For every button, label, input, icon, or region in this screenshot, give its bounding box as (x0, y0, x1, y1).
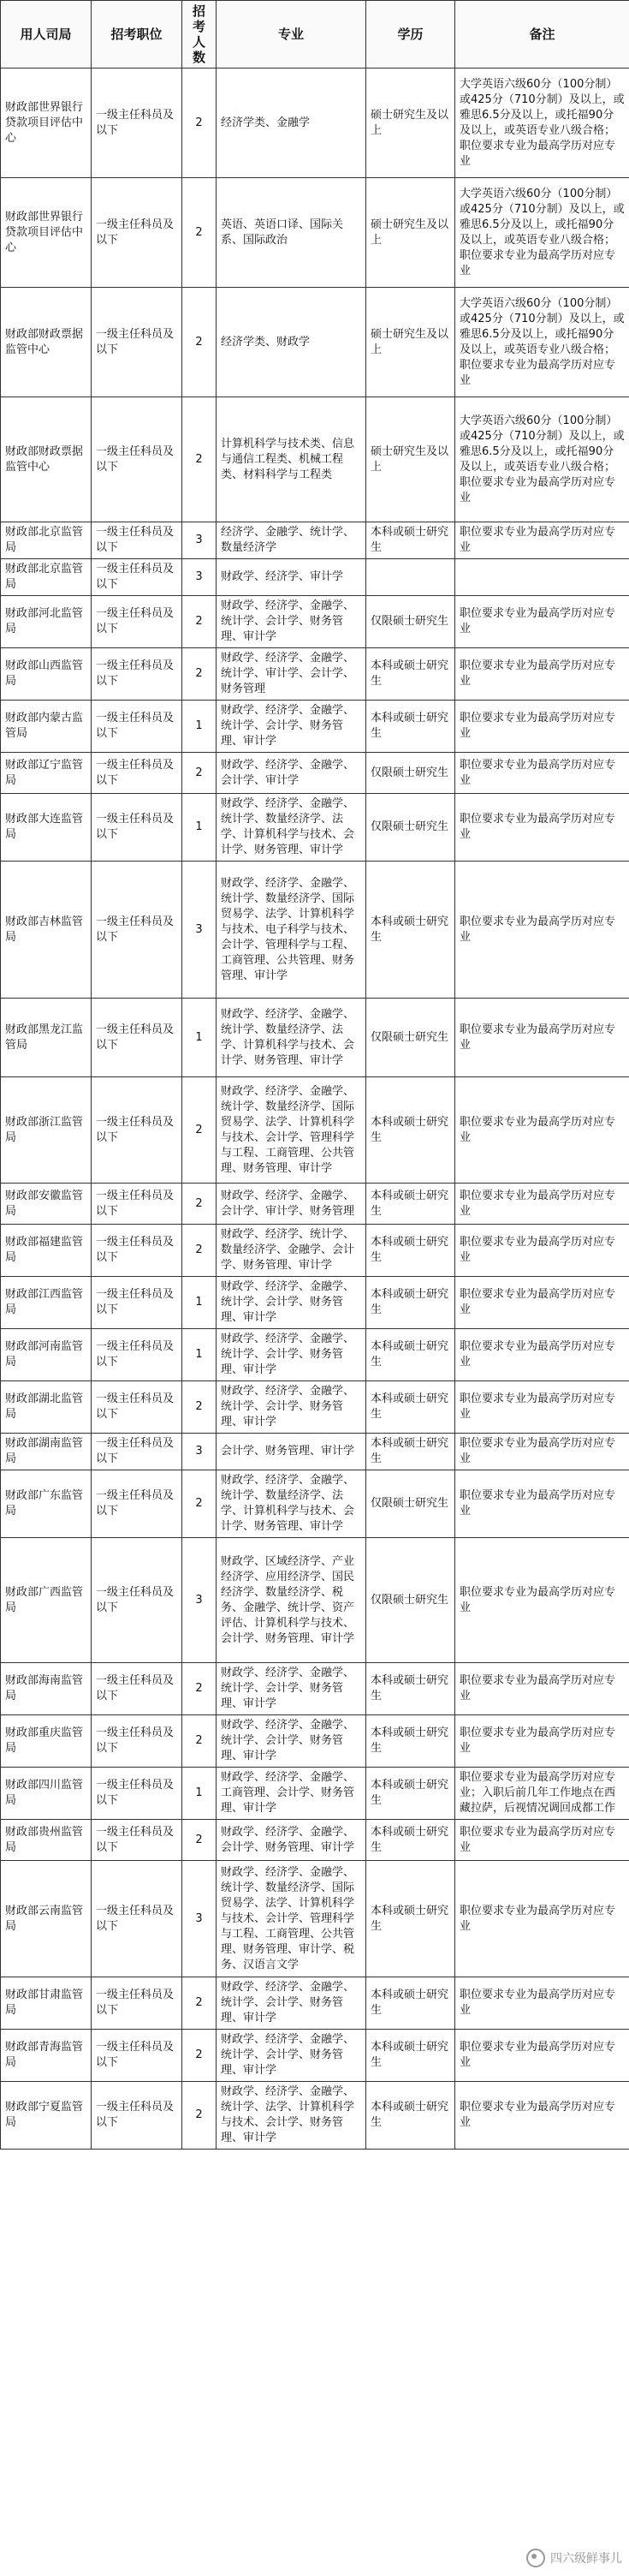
note-cell: 职位要求专业为最高学历对应专业 (455, 1470, 629, 1538)
header-major: 专业 (217, 1, 366, 69)
position-cell: 一级主任科员及以下 (92, 397, 182, 522)
major-cell: 财政学、经济学、金融学、统计学、会计学、财务管理、审计学 (217, 1977, 366, 2030)
degree-cell: 本科或硕士研究生 (366, 1663, 455, 1715)
count-cell: 1 (182, 1768, 217, 1820)
count-cell: 2 (182, 288, 217, 397)
count-cell: 1 (182, 794, 217, 862)
count-cell: 2 (182, 397, 217, 522)
table-row (1, 1184, 629, 1225)
table-row (1, 1820, 629, 1861)
count-cell: 2 (182, 2030, 217, 2082)
table-row (1, 1977, 629, 2030)
unit-cell: 财政部广西监管局 (1, 1538, 92, 1663)
unit-cell: 财政部湖北监管局 (1, 1381, 92, 1434)
note-cell: 职位要求专业为最高学历对应专业 (455, 596, 629, 648)
unit-cell: 财政部江西监管局 (1, 1277, 92, 1329)
position-cell: 一级主任科员及以下 (92, 1225, 182, 1277)
degree-cell: 仅限硕士研究生 (366, 1538, 455, 1663)
count-cell: 3 (182, 1434, 217, 1470)
note-cell: 职位要求专业为最高学历对应专业 (455, 1329, 629, 1381)
major-cell: 财政学、经济学、金融学、统计学、会计学、财务管理、审计学 (217, 1715, 366, 1768)
degree-cell: 本科或硕士研究生 (366, 648, 455, 701)
unit-cell: 财政部内蒙古监管局 (1, 701, 92, 753)
count-cell: 2 (182, 1470, 217, 1538)
position-cell: 一级主任科员及以下 (92, 1538, 182, 1663)
major-cell: 财政学、经济学、金融学、会计学、审计学、财务管理 (217, 1184, 366, 1225)
degree-cell: 本科或硕士研究生 (366, 1077, 455, 1184)
table-row (1, 1663, 629, 1715)
table-row (1, 701, 629, 753)
note-cell (455, 559, 629, 596)
table-row (1, 753, 629, 794)
position-cell: 一级主任科员及以下 (92, 648, 182, 701)
unit-cell: 财政部贵州监管局 (1, 1820, 92, 1861)
position-cell: 一级主任科员及以下 (92, 1977, 182, 2030)
note-cell: 大学英语六级60分（100分制）或425分（710分制）及以上，或雅思6.5分及以上，或托福90分及以上，或英语专业八级合格；职位要求专业为最高学历对应专业 (455, 288, 629, 397)
major-cell: 财政学、经济学、金融学、统计学、数量经济学、国际贸易学、法学、计算机科学与技术、会计学、管理科学与工程、工商管理、公共管理、财务管理、审计学、税务、汉语言文学 (217, 1861, 366, 1977)
unit-cell: 财政部云南监管局 (1, 1861, 92, 1977)
major-cell: 财政学、经济学、金融学、统计学、会计学、财务管理、审计学 (217, 1329, 366, 1381)
degree-cell: 硕士研究生及以上 (366, 69, 455, 178)
major-cell: 财政学、经济学、审计学 (217, 559, 366, 596)
position-cell: 一级主任科员及以下 (92, 522, 182, 559)
position-cell: 一级主任科员及以下 (92, 1820, 182, 1861)
degree-cell: 本科或硕士研究生 (366, 1381, 455, 1434)
wechat-logo-icon (526, 2549, 545, 2567)
unit-cell: 财政部大连监管局 (1, 794, 92, 862)
count-cell: 2 (182, 1977, 217, 2030)
degree-cell: 本科或硕士研究生 (366, 1977, 455, 2030)
table-header-row (1, 1, 629, 69)
note-cell: 职位要求专业为最高学历对应专业 (455, 1077, 629, 1184)
unit-cell: 财政部河南监管局 (1, 1329, 92, 1381)
position-cell: 一级主任科员及以下 (92, 794, 182, 862)
count-cell: 3 (182, 1538, 217, 1663)
degree-cell: 本科或硕士研究生 (366, 701, 455, 753)
position-cell: 一级主任科员及以下 (92, 69, 182, 178)
note-cell: 职位要求专业为最高学历对应专业 (455, 701, 629, 753)
degree-cell: 硕士研究生及以上 (366, 178, 455, 288)
position-cell: 一级主任科员及以下 (92, 1077, 182, 1184)
watermark-text: 四六级鲜事儿 (550, 2552, 622, 2566)
count-cell: 1 (182, 1277, 217, 1329)
unit-cell: 财政部广东监管局 (1, 1470, 92, 1538)
position-cell: 一级主任科员及以下 (92, 1470, 182, 1538)
count-cell: 3 (182, 522, 217, 559)
degree-cell: 本科或硕士研究生 (366, 1434, 455, 1470)
note-cell: 职位要求专业为最高学历对应专业 (455, 862, 629, 999)
header-unit: 用人司局 (1, 1, 92, 69)
table-row (1, 648, 629, 701)
note-cell: 职位要求专业为最高学历对应专业 (455, 999, 629, 1077)
unit-cell: 财政部财政票据监管中心 (1, 288, 92, 397)
degree-cell: 仅限硕士研究生 (366, 596, 455, 648)
major-cell: 经济学、金融学、统计学、数量经济学 (217, 522, 366, 559)
unit-cell: 财政部海南监管局 (1, 1663, 92, 1715)
degree-cell: 本科或硕士研究生 (366, 1768, 455, 1820)
position-cell: 一级主任科员及以下 (92, 862, 182, 999)
position-cell: 一级主任科员及以下 (92, 1434, 182, 1470)
note-cell: 职位要求专业为最高学历对应专业；入职后前几年工作地点在西藏拉萨，后视情况调回成都工作 (455, 1768, 629, 1820)
table-row (1, 178, 629, 288)
position-cell: 一级主任科员及以下 (92, 701, 182, 753)
count-cell: 2 (182, 1225, 217, 1277)
note-cell: 职位要求专业为最高学历对应专业 (455, 2030, 629, 2082)
note-cell: 职位要求专业为最高学历对应专业 (455, 1663, 629, 1715)
major-cell: 财政学、经济学、金融学、工商管理、会计学、财务管理、审计学 (217, 1768, 366, 1820)
unit-cell: 财政部宁夏监管局 (1, 2082, 92, 2150)
count-cell: 3 (182, 559, 217, 596)
major-cell: 财政学、经济学、金融学、统计学、会计学、财务管理、审计学 (217, 1381, 366, 1434)
position-cell: 一级主任科员及以下 (92, 2082, 182, 2150)
position-cell: 一级主任科员及以下 (92, 1329, 182, 1381)
note-cell: 大学英语六级60分（100分制）或425分（710分制）及以上，或雅思6.5分及以上，或托福90分及以上，或英语专业八级合格；职位要求专业为最高学历对应专业 (455, 397, 629, 522)
unit-cell: 财政部吉林监管局 (1, 862, 92, 999)
table-row (1, 862, 629, 999)
table-row (1, 794, 629, 862)
note-cell: 职位要求专业为最高学历对应专业 (455, 1225, 629, 1277)
degree-cell: 本科或硕士研究生 (366, 1820, 455, 1861)
position-cell: 一级主任科员及以下 (92, 596, 182, 648)
major-cell: 经济学类、财政学 (217, 288, 366, 397)
position-cell: 一级主任科员及以下 (92, 1277, 182, 1329)
major-cell: 计算机科学与技术类、信息与通信工程类、机械工程类、材料科学与工程类 (217, 397, 366, 522)
count-cell: 2 (182, 753, 217, 794)
degree-cell: 本科或硕士研究生 (366, 1715, 455, 1768)
position-cell: 一级主任科员及以下 (92, 1768, 182, 1820)
unit-cell: 财政部北京监管局 (1, 522, 92, 559)
degree-cell: 硕士研究生及以上 (366, 397, 455, 522)
note-cell: 大学英语六级60分（100分制）或425分（710分制）及以上，或雅思6.5分及以上，或托福90分及以上，或英语专业八级合格；职位要求专业为最高学历对应专业 (455, 69, 629, 178)
header-degree: 学历 (366, 1, 455, 69)
count-cell: 2 (182, 1077, 217, 1184)
major-cell: 财政学、经济学、金融学、统计学、会计学、财务管理、审计学 (217, 1663, 366, 1715)
unit-cell: 财政部黑龙江监管局 (1, 999, 92, 1077)
table-row (1, 596, 629, 648)
major-cell: 财政学、经济学、金融学、统计学、会计学、财务管理、审计学 (217, 2030, 366, 2082)
count-cell: 1 (182, 999, 217, 1077)
position-cell: 一级主任科员及以下 (92, 1184, 182, 1225)
unit-cell: 财政部辽宁监管局 (1, 753, 92, 794)
note-cell: 职位要求专业为最高学历对应专业 (455, 2082, 629, 2150)
unit-cell: 财政部福建监管局 (1, 1225, 92, 1277)
table-row (1, 1715, 629, 1768)
unit-cell: 财政部北京监管局 (1, 559, 92, 596)
header-position: 招考职位 (92, 1, 182, 69)
count-cell: 1 (182, 701, 217, 753)
note-cell: 职位要求专业为最高学历对应专业 (455, 1820, 629, 1861)
major-cell: 财政学、经济学、金融学、统计学、数量经济学、国际贸易学、法学、计算机科学与技术、电子科学与技术、会计学、管理科学与工程、工商管理、公共管理、财务管理、审计学 (217, 862, 366, 999)
position-cell: 一级主任科员及以下 (92, 999, 182, 1077)
table-row (1, 1768, 629, 1820)
unit-cell: 财政部安徽监管局 (1, 1184, 92, 1225)
note-cell: 职位要求专业为最高学历对应专业 (455, 1277, 629, 1329)
position-cell: 一级主任科员及以下 (92, 2030, 182, 2082)
degree-cell: 本科或硕士研究生 (366, 522, 455, 559)
degree-cell: 本科或硕士研究生 (366, 1277, 455, 1329)
table-row (1, 1225, 629, 1277)
degree-cell: 本科或硕士研究生 (366, 2082, 455, 2150)
count-cell: 2 (182, 1715, 217, 1768)
table-row (1, 288, 629, 397)
note-cell: 职位要求专业为最高学历对应专业 (455, 648, 629, 701)
major-cell: 财政学、经济学、金融学、会计学、财务管理、审计学 (217, 1820, 366, 1861)
unit-cell: 财政部重庆监管局 (1, 1715, 92, 1768)
table-row (1, 1329, 629, 1381)
note-cell: 职位要求专业为最高学历对应专业 (455, 1977, 629, 2030)
major-cell: 财政学、经济学、金融学、统计学、会计学、财务管理、审计学 (217, 701, 366, 753)
major-cell: 财政学、经济学、金融学、统计学、会计学、财务管理、审计学 (217, 1277, 366, 1329)
note-cell: 职位要求专业为最高学历对应专业 (455, 1538, 629, 1663)
degree-cell: 仅限硕士研究生 (366, 1470, 455, 1538)
position-cell: 一级主任科员及以下 (92, 753, 182, 794)
table-row (1, 397, 629, 522)
position-cell: 一级主任科员及以下 (92, 1381, 182, 1434)
table-body (1, 69, 629, 2150)
unit-cell: 财政部山西监管局 (1, 648, 92, 701)
unit-cell: 财政部青海监管局 (1, 2030, 92, 2082)
degree-cell: 本科或硕士研究生 (366, 2030, 455, 2082)
table-row (1, 559, 629, 596)
major-cell: 英语、英语口译、国际关系、国际政治 (217, 178, 366, 288)
major-cell: 财政学、经济学、金融学、统计学、会计学、财务管理、审计学 (217, 596, 366, 648)
count-cell: 2 (182, 1184, 217, 1225)
note-cell: 职位要求专业为最高学历对应专业 (455, 794, 629, 862)
position-cell: 一级主任科员及以下 (92, 178, 182, 288)
degree-cell: 本科或硕士研究生 (366, 1184, 455, 1225)
unit-cell: 财政部浙江监管局 (1, 1077, 92, 1184)
note-cell: 职位要求专业为最高学历对应专业 (455, 522, 629, 559)
note-cell: 职位要求专业为最高学历对应专业 (455, 1184, 629, 1225)
table-row (1, 1538, 629, 1663)
table-row (1, 1381, 629, 1434)
unit-cell: 财政部甘肃监管局 (1, 1977, 92, 2030)
table-row (1, 2082, 629, 2150)
count-cell: 2 (182, 69, 217, 178)
major-cell: 财政学、区域经济学、产业经济学、应用经济学、国民经济学、数量经济学、税务、金融学、统计学、资产评估、计算机科学与技术、会计学、财务管理、审计学 (217, 1538, 366, 1663)
count-cell: 2 (182, 2082, 217, 2150)
major-cell: 财政学、经济学、金融学、统计学、法学、计算机科学与技术、会计学、财务管理、审计学 (217, 2082, 366, 2150)
count-cell: 3 (182, 862, 217, 999)
major-cell: 经济学类、金融学 (217, 69, 366, 178)
unit-cell: 财政部四川监管局 (1, 1768, 92, 1820)
position-cell: 一级主任科员及以下 (92, 1663, 182, 1715)
degree-cell: 仅限硕士研究生 (366, 753, 455, 794)
table-row (1, 1077, 629, 1184)
degree-cell: 本科或硕士研究生 (366, 1225, 455, 1277)
note-cell: 大学英语六级60分（100分制）或425分（710分制）及以上，或雅思6.5分及以上，或托福90分及以上，或英语专业八级合格；职位要求专业为最高学历对应专业 (455, 178, 629, 288)
table-row (1, 69, 629, 178)
degree-cell (366, 559, 455, 596)
unit-cell: 财政部世界银行贷款项目评估中心 (1, 69, 92, 178)
position-cell: 一级主任科员及以下 (92, 1861, 182, 1977)
major-cell: 财政学、经济学、金融学、会计学、审计学 (217, 753, 366, 794)
table-row (1, 2030, 629, 2082)
degree-cell: 本科或硕士研究生 (366, 1861, 455, 1977)
major-cell: 财政学、经济学、金融学、统计学、数量经济学、法学、计算机科学与技术、会计学、财务管理、审计学 (217, 1470, 366, 1538)
table-row (1, 522, 629, 559)
count-cell: 2 (182, 596, 217, 648)
count-cell: 2 (182, 1381, 217, 1434)
major-cell: 财政学、经济学、金融学、统计学、数量经济学、法学、计算机科学与技术、会计学、财务管理、审计学 (217, 999, 366, 1077)
unit-cell: 财政部财政票据监管中心 (1, 397, 92, 522)
major-cell: 财政学、经济学、金融学、统计学、审计学、会计学、财务管理 (217, 648, 366, 701)
count-cell: 2 (182, 1820, 217, 1861)
count-cell: 3 (182, 1861, 217, 1977)
header-count: 招考人数 (182, 1, 217, 69)
degree-cell: 本科或硕士研究生 (366, 862, 455, 999)
count-cell: 2 (182, 1663, 217, 1715)
degree-cell: 硕士研究生及以上 (366, 288, 455, 397)
note-cell: 职位要求专业为最高学历对应专业 (455, 1381, 629, 1434)
count-cell: 2 (182, 178, 217, 288)
major-cell: 会计学、财务管理、审计学 (217, 1434, 366, 1470)
unit-cell: 财政部湖南监管局 (1, 1434, 92, 1470)
note-cell: 职位要求专业为最高学历对应专业 (455, 1715, 629, 1768)
unit-cell: 财政部河北监管局 (1, 596, 92, 648)
count-cell: 1 (182, 1329, 217, 1381)
count-cell: 2 (182, 648, 217, 701)
table-row (1, 1861, 629, 1977)
major-cell: 财政学、经济学、金融学、统计学、数量经济学、国际贸易学、法学、计算机科学与技术、会计学、管理科学与工程、工商管理、公共管理、财务管理、审计学 (217, 1077, 366, 1184)
watermark (526, 2549, 622, 2567)
degree-cell: 仅限硕士研究生 (366, 794, 455, 862)
degree-cell: 仅限硕士研究生 (366, 999, 455, 1077)
table-row (1, 1277, 629, 1329)
position-cell: 一级主任科员及以下 (92, 559, 182, 596)
note-cell: 职位要求专业为最高学历对应专业 (455, 1434, 629, 1470)
major-cell: 财政学、经济学、统计学、数量经济学、金融学、会计学、财务管理、审计学 (217, 1225, 366, 1277)
position-cell: 一级主任科员及以下 (92, 1715, 182, 1768)
note-cell: 职位要求专业为最高学历对应专业 (455, 1861, 629, 1977)
note-cell: 职位要求专业为最高学历对应专业 (455, 753, 629, 794)
table-row (1, 1470, 629, 1538)
table-row (1, 999, 629, 1077)
table-row (1, 1434, 629, 1470)
unit-cell: 财政部世界银行贷款项目评估中心 (1, 178, 92, 288)
header-note: 备注 (455, 1, 629, 69)
position-cell: 一级主任科员及以下 (92, 288, 182, 397)
degree-cell: 本科或硕士研究生 (366, 1329, 455, 1381)
major-cell: 财政学、经济学、金融学、统计学、数量经济学、法学、计算机科学与技术、会计学、财务管理、审计学 (217, 794, 366, 862)
